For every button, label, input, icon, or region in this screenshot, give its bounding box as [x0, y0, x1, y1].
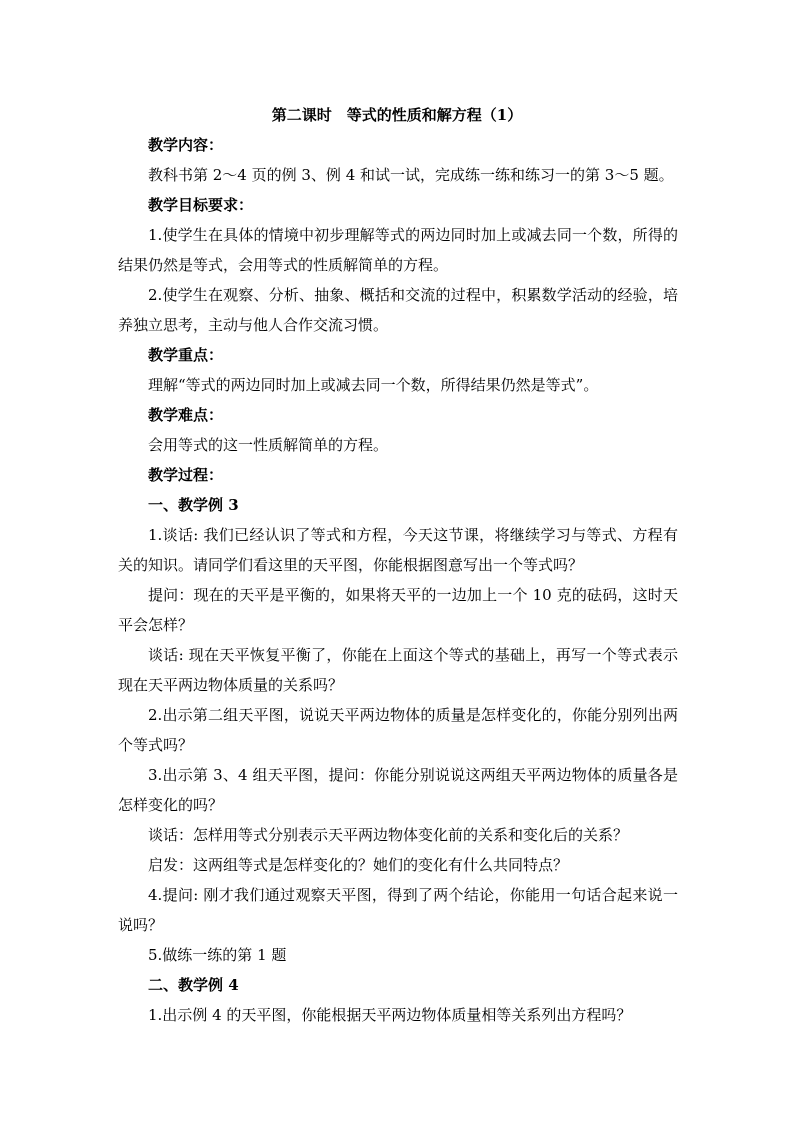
paragraph: 4.提问: 刚才我们通过观察天平图，得到了两个结论，你能用一句话合起来说一说吗？ — [118, 886, 678, 934]
paragraph: 谈话：怎样用等式分别表示天平两边物体变化前的关系和变化后的关系？ — [148, 826, 629, 844]
paragraph: 会用等式的这一性质解简单的方程。 — [148, 436, 389, 454]
paragraph: 2.使学生在观察、分析、抽象、概括和交流的过程中，积累数学活动的经验，培养独立思考，主动与他人合作交流习惯。 — [118, 286, 678, 334]
section-heading-objectives: 教学目标要求： — [148, 196, 254, 214]
paragraph: 理解“等式的两边同时加上或减去同一个数，所得结果仍然是等式”。 — [148, 376, 599, 394]
section-heading-content: 教学内容： — [148, 136, 224, 154]
paragraph: 教科书第 2～4 页的例 3、例 4 和试一试，完成练一练和练习一的第 3～5 题。 — [148, 166, 674, 184]
paragraph: 1.谈话: 我们已经认识了等式和方程，今天这节课，将继续学习与等式、方程有关的知识。请同学们看这里的天平图，你能根据图意写出一个等式吗？ — [118, 526, 678, 574]
section-heading-process: 教学过程： — [148, 466, 224, 484]
paragraph: 3.出示第 3、4 组天平图，提问：你能分别说说这两组天平两边物体的质量各是怎样变化的吗？ — [118, 766, 678, 814]
section-heading-difficulties: 教学难点： — [148, 406, 224, 424]
paragraph: 2.出示第二组天平图，说说天平两边物体的质量是怎样变化的，你能分别列出两个等式吗？ — [118, 706, 678, 754]
subsection-heading-example-4: 二、教学例 4 — [148, 976, 239, 994]
page-title: 第二课时 等式的性质和解方程（1） — [271, 106, 523, 124]
paragraph: 1.使学生在具体的情境中初步理解等式的两边同时加上或减去同一个数，所得的结果仍然是等式，会用等式的性质解简单的方程。 — [118, 226, 678, 274]
paragraph: 5.做练一练的第 1 题 — [148, 946, 287, 964]
paragraph: 启发：这两组等式是怎样变化的？她们的变化有什么共同特点？ — [148, 856, 569, 874]
section-heading-key-points: 教学重点： — [148, 346, 224, 364]
paragraph: 1.出示例 4 的天平图，你能根据天平两边物体质量相等关系列出方程吗？ — [148, 1006, 632, 1024]
lesson-body — [118, 130, 678, 1030]
subsection-heading-example-3: 一、教学例 3 — [148, 496, 239, 514]
paragraph: 提问：现在的天平是平衡的，如果将天平的一边加上一个 10 克的砝码，这时天平会怎样？ — [118, 586, 678, 634]
paragraph: 谈话: 现在天平恢复平衡了，你能在上面这个等式的基础上，再写一个等式表示现在天平两边物体质量的关系吗？ — [118, 646, 678, 694]
